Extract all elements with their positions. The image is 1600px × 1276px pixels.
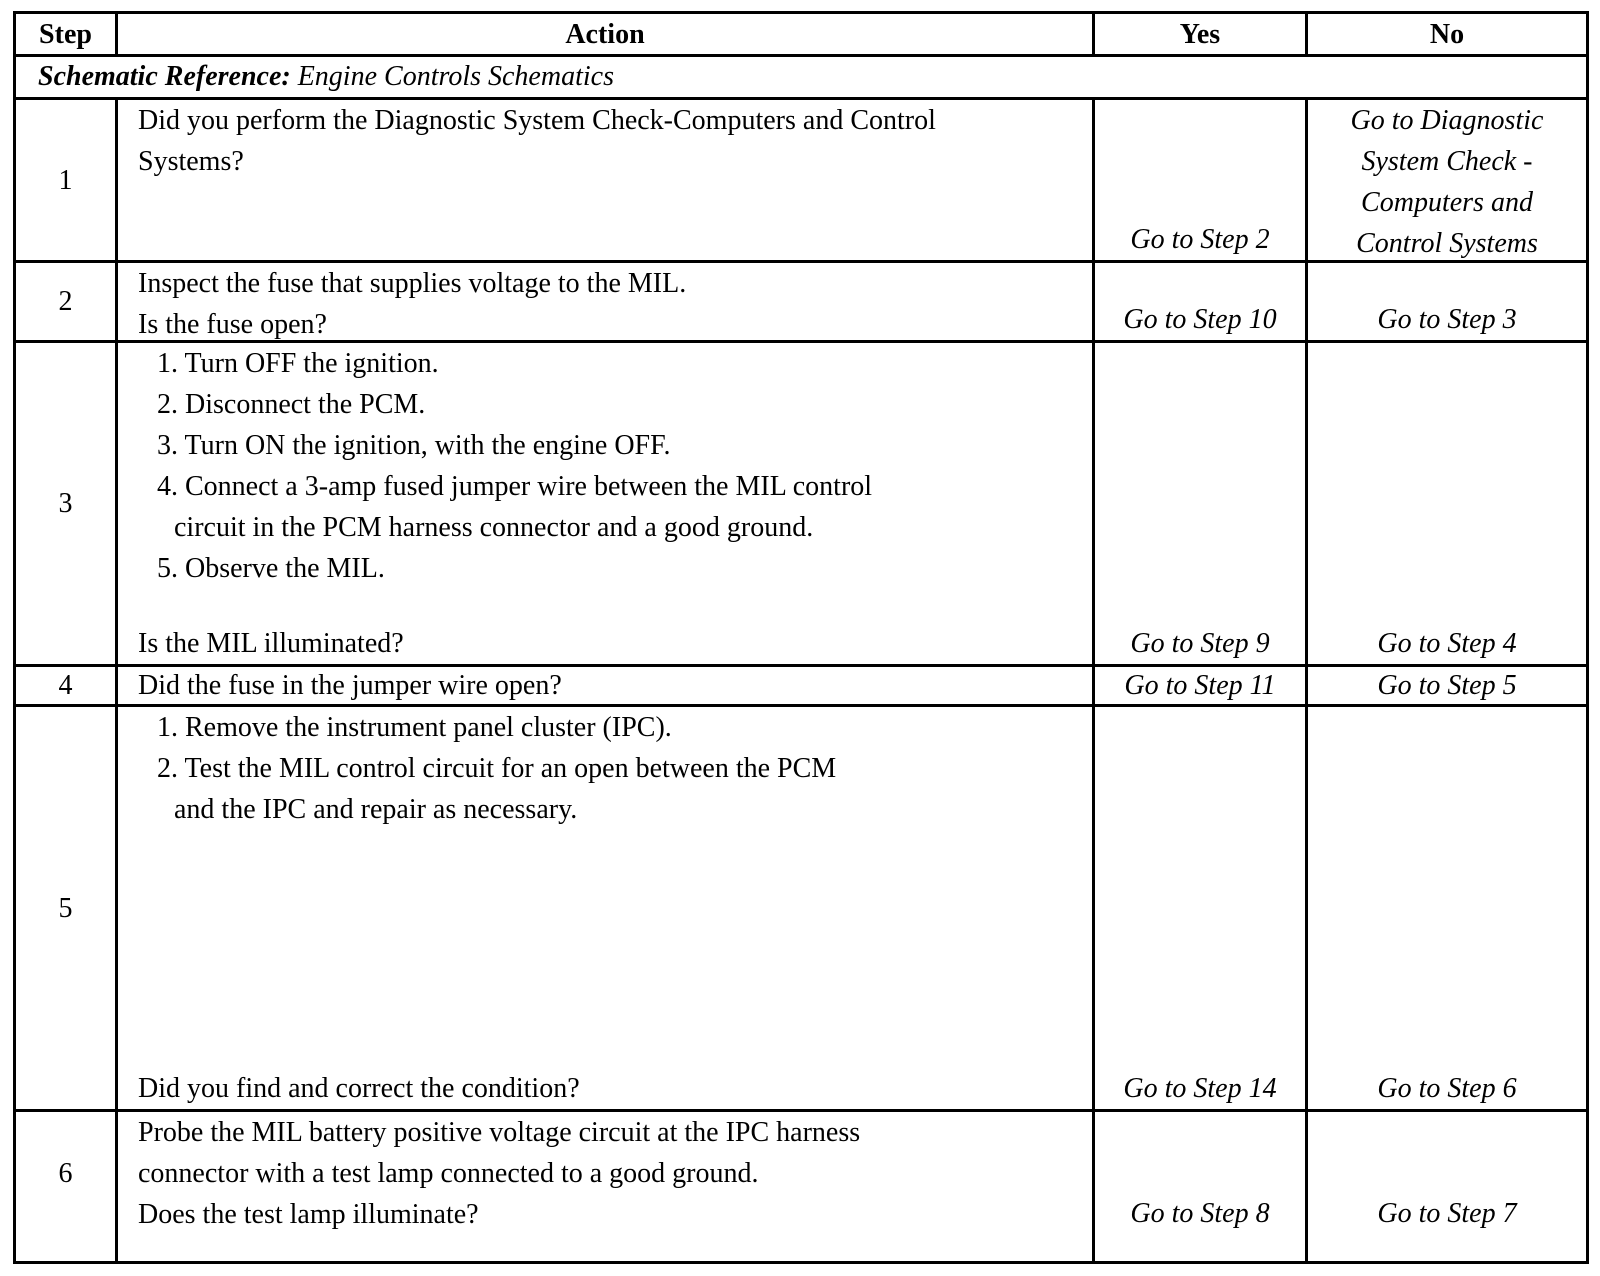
yes-link[interactable]: Go to Step 10 — [1123, 304, 1277, 335]
yes-link[interactable]: Go to Step 11 — [1124, 670, 1276, 701]
action-line: 3. Turn ON the ignition, with the engine OFF. — [157, 430, 671, 461]
action-line: Is the fuse open? — [138, 309, 327, 340]
diagnostic-table — [13, 11, 1589, 1264]
yes-link[interactable]: Go to Step 14 — [1123, 1073, 1277, 1104]
no-link-diagnostic-check[interactable] — [1308, 100, 1586, 260]
header-no: No — [1429, 19, 1465, 50]
action-line: Did the fuse in the jumper wire open? — [138, 670, 562, 701]
action-cell — [138, 707, 1092, 1109]
action-line: 2. Test the MIL control circuit for an open between the PCM — [157, 753, 837, 784]
step-number: 5 — [58, 892, 73, 924]
no-link[interactable]: Go to Step 5 — [1377, 670, 1517, 701]
action-line: Inspect the fuse that supplies voltage to the MIL. — [138, 268, 687, 299]
step-number: 4 — [58, 670, 73, 701]
action-line: circuit in the PCM harness connector and a good ground. — [174, 512, 814, 543]
col-divider — [115, 97, 118, 1261]
no-line: System Check - — [1361, 146, 1533, 177]
action-cell — [138, 343, 1092, 664]
no-line: Go to Diagnostic — [1350, 105, 1544, 136]
yes-link[interactable]: Go to Step 8 — [1130, 1198, 1270, 1229]
action-line: Does the test lamp illuminate? — [138, 1199, 479, 1230]
action-line: 1. Turn OFF the ignition. — [157, 348, 439, 379]
action-line: Probe the MIL battery positive voltage circuit at the IPC harness — [138, 1117, 861, 1148]
no-link[interactable]: Go to Step 7 — [1377, 1198, 1517, 1229]
no-line: Computers and — [1361, 187, 1533, 218]
no-link[interactable]: Go to Step 4 — [1377, 628, 1517, 659]
action-question: Did you find and correct the condition? — [138, 1073, 580, 1104]
action-line: and the IPC and repair as necessary. — [174, 794, 578, 825]
schematic-reference — [38, 57, 614, 97]
action-cell — [138, 1112, 1092, 1234]
action-line: 2. Disconnect the PCM. — [157, 389, 426, 420]
no-link[interactable]: Go to Step 3 — [1377, 304, 1517, 335]
action-line: Systems? — [138, 146, 244, 177]
no-link[interactable]: Go to Step 6 — [1377, 1073, 1517, 1104]
no-line: Control Systems — [1356, 228, 1538, 259]
step-number: 1 — [58, 164, 73, 196]
action-cell — [138, 665, 1092, 704]
yes-link[interactable]: Go to Step 2 — [1130, 224, 1270, 255]
action-line: Did you perform the Diagnostic System Check-Computers and Control — [138, 105, 936, 136]
header-action: Action — [565, 19, 645, 50]
schematic-label: Schematic Reference: — [38, 61, 291, 92]
action-line: 1. Remove the instrument panel cluster (IPC). — [157, 712, 672, 743]
header-yes: Yes — [1179, 19, 1221, 50]
action-question: Is the MIL illuminated? — [138, 628, 404, 659]
step-number: 3 — [58, 488, 73, 519]
action-line: 5. Observe the MIL. — [157, 553, 385, 584]
action-cell — [138, 100, 1092, 260]
header-step: Step — [39, 19, 92, 50]
action-line: connector with a test lamp connected to a good ground. — [138, 1158, 759, 1189]
step-number: 6 — [58, 1157, 73, 1189]
step-number: 2 — [58, 286, 73, 317]
action-line: 4. Connect a 3-amp fused jumper wire between the MIL control — [157, 471, 873, 502]
schematic-link[interactable]: Engine Controls Schematics — [297, 61, 614, 92]
yes-link[interactable]: Go to Step 9 — [1130, 628, 1270, 659]
action-cell — [138, 263, 1092, 340]
